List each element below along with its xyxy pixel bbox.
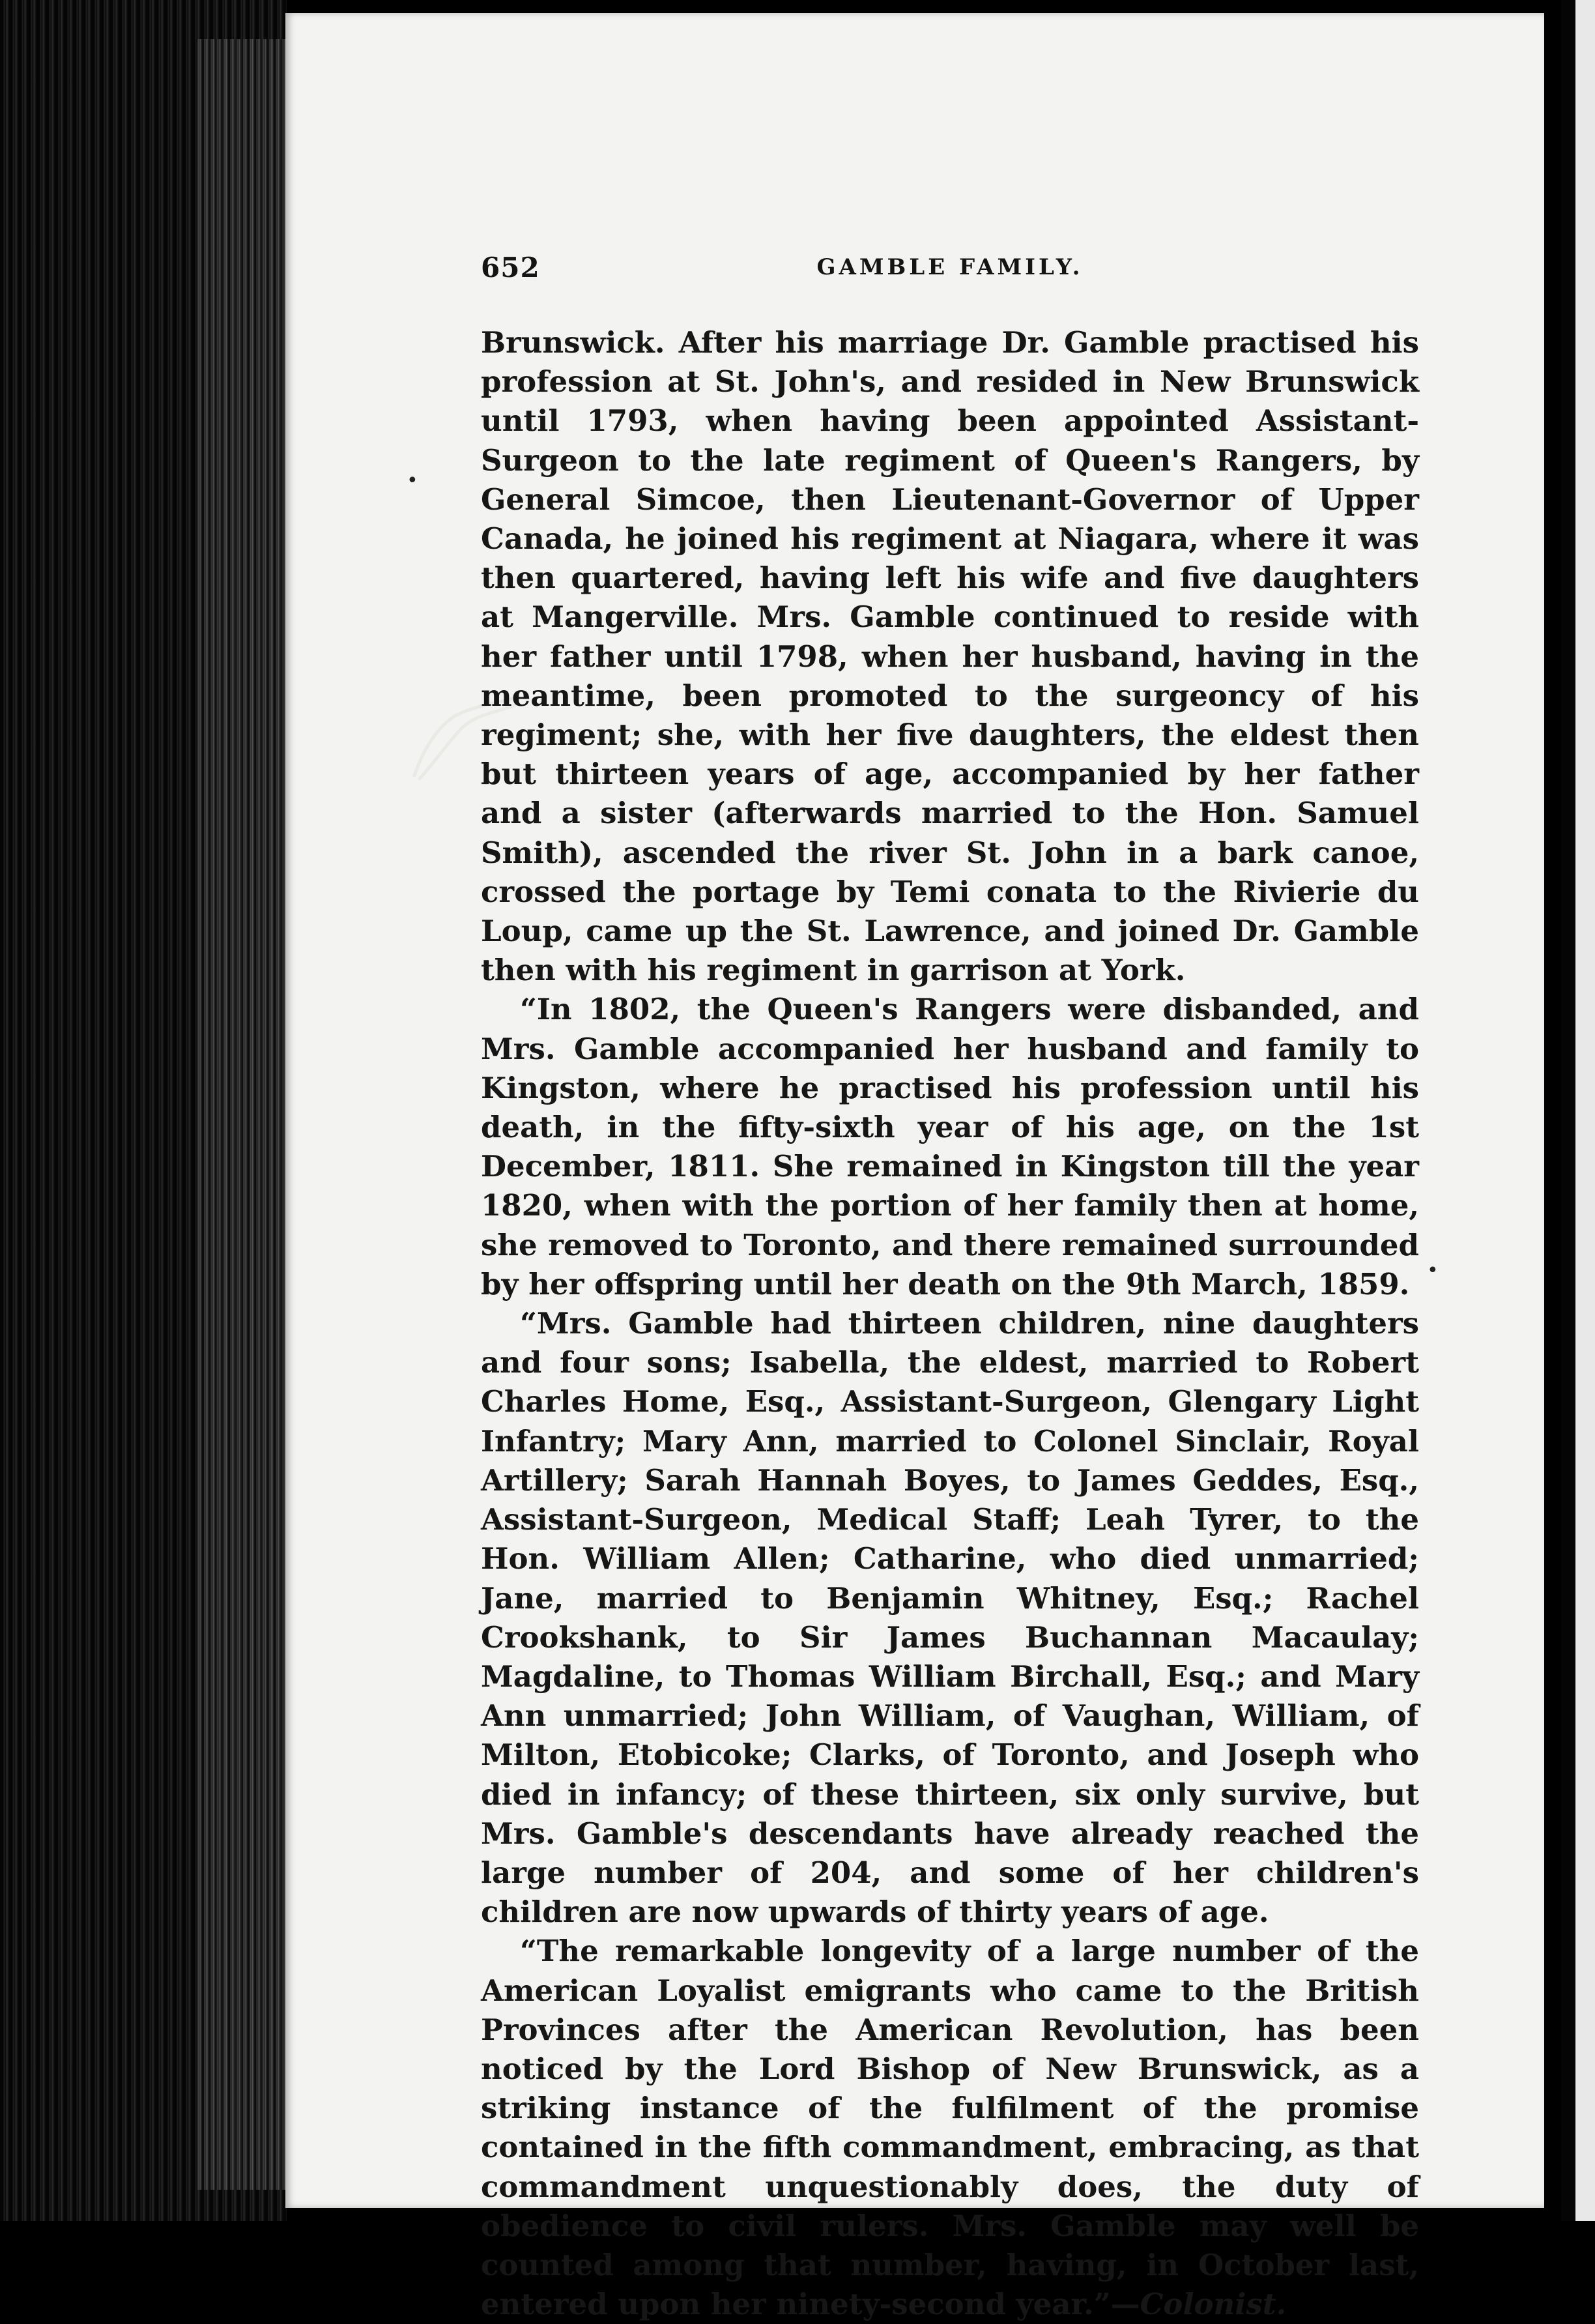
page-header (481, 252, 1419, 297)
paragraph-4 (481, 1932, 1419, 2324)
paragraph-2: “In 1802, the Queen's Rangers were disbanded, and Mrs. Gamble accompanied her husband and family to Kingston, where he practised his profession until his death, in the fifty-sixth year of his age, on the 1st December, 1811. She remained in Kingston till the year 1820, when with the portion of her family then at home, she removed to Toronto, and there remained surrounded by her offspring until her death on the 9th March, 1859. (481, 992, 1419, 1301)
facing-page-gutter (1561, 0, 1575, 2221)
paragraph-4-text: “The remarkable longevity of a large number of the American Loyalist emigrants who came to the British Provinces after the American Revolution, has been noticed by the Lord Bishop of New Brunswick, as a striking instance of the fulfilment of the promise contained in the fifth commandment, embracing, as that commandment unquestionably does, the duty of obedience to civil rulers. Mrs. Gamble may well be counted among that number, having, in October last, entered upon her ninety-second year.”— (481, 1934, 1419, 2322)
paragraph-3: “Mrs. Gamble had thirteen children, nine daughters and four sons; Isabella, the eldest, married to Robert Charles Home, Esq., Assistant-Surgeon, Glengary Light Infantry; Mary Ann, married to Colonel Sinclair, Royal Artillery; Sarah Hannah Boyes, to James Geddes, Esq., Assistant-Surgeon, Medical Staff; Leah Tyrer, to the Hon. William Allen; Catharine, who died unmarried; Jane, married to Benjamin Whitney, Esq.; Rachel Crookshank, to Sir James Buchannan Macaulay; Magdaline, to Thomas William Birchall, Esq.; and Mary Ann unmarried; John William, of Vaughan, William, of Milton, Etobicoke; Clarks, of Toronto, and Joseph who died in infancy; of these thirteen, six only survive, but Mrs. Gamble's descendants have already reached the large number of 204, and some of her children's children are now upwards of thirty years of age. (481, 1306, 1419, 1930)
book-page (285, 13, 1544, 2322)
margin-dot-mark-right: • (1427, 1259, 1439, 1282)
margin-dot-mark: • (407, 469, 418, 492)
body-text (481, 323, 1419, 2324)
source-citation: Colonist. (1140, 2287, 1287, 2322)
paragraph-1: Brunswick. After his marriage Dr. Gamble practised his profession at St. John's, and resided in New Brunswick until 1793, when having been appointed Assistant-Surgeon to the late regiment of Queen's Rangers, by General Simcoe, then Lieutenant-Governor of Upper Canada, he joined his regiment at Niagara, where it was then quartered, having left his wife and five daughters at Mangerville. Mrs. Gamble continued to reside with her father until 1798, when her husband, having in the meantime, been promoted to the surgeoncy of his regiment; she, with her five daughters, the eldest then but thirteen years of age, accompanied by her father and a sister (afterwards married to the Hon. Samuel Smith), ascended the river St. John in a bark canoe, crossed the portage by Temi conata to the Rivierie du Loup, came up the St. Lawrence, and joined Dr. Gamble then with his regiment in garrison at York. (481, 325, 1419, 988)
page-edges (195, 39, 287, 2190)
running-head: GAMBLE FAMILY. (816, 254, 1084, 280)
facing-page-edge (1575, 0, 1595, 2221)
page-number: 652 (481, 252, 540, 283)
